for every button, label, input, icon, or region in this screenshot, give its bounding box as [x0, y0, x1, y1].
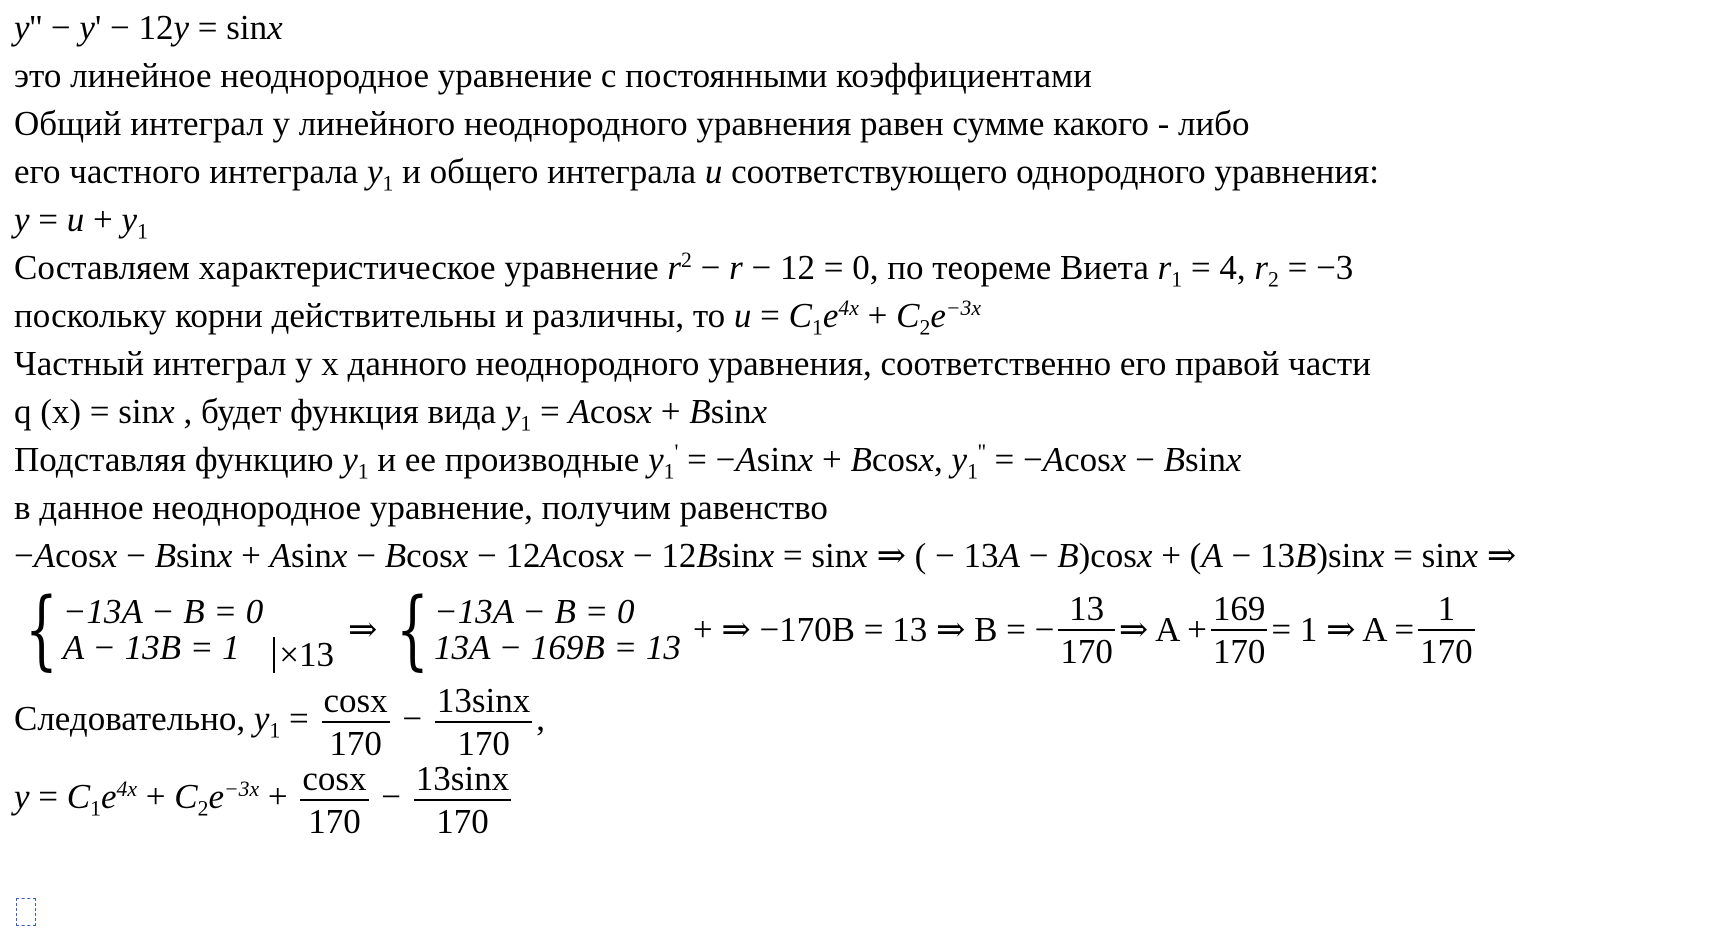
left-brace: { — [24, 580, 58, 680]
text-cursor-placeholder[interactable] — [16, 898, 36, 926]
system-eq-1: −13A − B = 0 — [62, 592, 264, 631]
equation-final-solution: $y = C_1e^{4x} + C_2e^{-3x}$ + $\frac{\cos x}{170}$ − $\frac{13\sin x}{170}$ — [14, 758, 510, 841]
system-2 — [385, 580, 681, 680]
text-line-3: Общий интеграл у линейного неоднородного уравнения равен сумме какого - либо — [14, 104, 1250, 143]
equation-general-solution-form: $y = u + y_1$ — [14, 200, 148, 244]
fraction-sin: $\frac{13\sin x}{170}$ — [436, 680, 531, 763]
fraction-sin-final: $\frac{13\sin x}{170}$ — [415, 758, 510, 841]
system-tail-c: = 1 ⇒ A = — [1271, 610, 1415, 649]
multiplier: ×13 — [273, 637, 334, 673]
text-line-11: в данное неоднородное уравнение, получим равенство — [14, 488, 828, 527]
text-homogeneous-solution: поскольку корни действительны и различны, то $u = C_1e^{4x} + C_2e^{-3x}$ — [14, 296, 982, 340]
document-body — [14, 4, 1714, 841]
left-brace: { — [396, 580, 430, 680]
system-tail-b: ⇒ A + — [1118, 610, 1207, 649]
text-line-2: это линейное неоднородное уравнение с постоянными коэффициентами — [14, 56, 1092, 95]
fraction-a: $\frac{1}{170}$ — [1420, 589, 1473, 671]
system-eq-4: 13A − 169B = 13 — [434, 628, 681, 667]
fraction-169: $\frac{169}{170}$ — [1212, 589, 1266, 671]
text-particular-form: q (x) = sinx , будет функция вида $y_1 = Acosx + Bsinx$ — [14, 392, 768, 436]
system-of-equations: { −13A − B = 0 A − 13B = 1 ×13 ⇒ { −13A − B = 0 13A − 169B = 13 + ⇒ −170B = 13 ⇒ B = − $\frac{13}{170}$ ⇒ A + $\frac{169}{170}$ = 1 ⇒ A = $\frac{1}{170}$ — [14, 580, 1714, 680]
system-1 — [14, 580, 334, 680]
fraction-cos: $\frac{\cos x}{170}$ — [323, 680, 388, 763]
fraction-b: $\frac{13}{170}$ — [1060, 589, 1113, 671]
system-eq-3: −13A − B = 0 — [434, 592, 635, 631]
system-eq-2: A − 13B = 1 — [62, 628, 240, 667]
text-line-4: его частного интеграла $y_1$ и общего интеграла u соответствующего однородного уравнения: — [14, 152, 1379, 196]
fraction-cos-final: $\frac{\cos x}{170}$ — [302, 758, 367, 841]
text-line-8: Частный интеграл у х данного неоднородного уравнения, соответственно его правой части — [14, 344, 1371, 383]
equation-ode: y'' − y' − 12y = sinx — [14, 8, 283, 47]
system-tail-a: + ⇒ −170B = 13 ⇒ B = − — [692, 610, 1055, 649]
text-derivatives: Подставляя функцию $y_1$ и ее производные $y_1' = -Asinx + Bcosx$, $y_1'' = -Acosx - Bsinx$ — [14, 440, 1242, 484]
text-particular-solution: Следовательно, $y_1$ = $\frac{\cos x}{170}$ − $\frac{13\sin x}{170}$ , — [14, 680, 546, 763]
text-characteristic-equation: Составляем характеристическое уравнение $r^2 - r - 12 = 0$, по теореме Виета $r_1 = 4$, $r_2 = -3$ — [14, 248, 1354, 292]
equation-substitution: −Acosx − Bsinx + Asinx − Bcosx − 12Acosx − 12Bsinx = sinx ⇒ ( − 13A − B)cosx + (A − 13B)sinx = sinx ⇒ — [14, 536, 1517, 575]
